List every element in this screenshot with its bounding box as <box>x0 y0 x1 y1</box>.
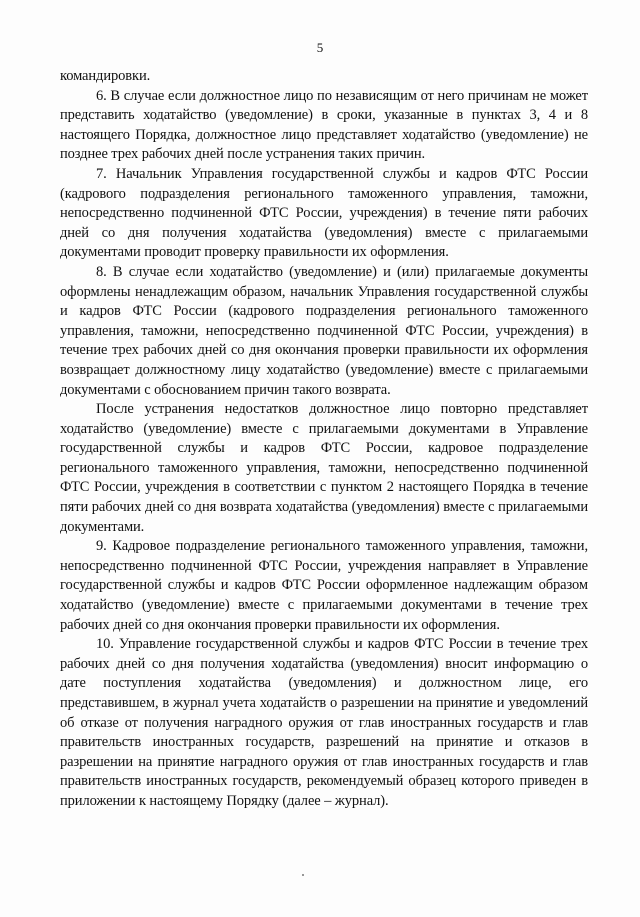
document-body <box>60 67 588 812</box>
paragraph-item-10: 10. Управление государственной службы и кадров ФТС России в течение трех рабочих дней со дня получения ходатайства (уведомления) вносит информацию о дате поступления ходатайства (уведомления) и должностном лице, его представившем, в журнал учета ходатайств о разрешении на принятие и уведомлений об отказе от получения наградного оружия от глав иностранных государств и глав правительств иностранных государств, разрешений на принятие и отказов в разрешении на принятие наградного оружия от глав иностранных государств и глав правительств иностранных государств, рекомендуемый образец которого приведен в приложении к настоящему Порядку (далее – журнал). <box>60 636 588 809</box>
paragraph-item-7: 7. Начальник Управления государственной службы и кадров ФТС России (кадрового подразделения регионального таможенного управления, таможни, непосредственно подчиненной ФТС России, учреждения) в течение пяти рабочих дней со дня получения ходатайства (уведомления) вместе с прилагаемыми документами проводит проверку правильности их оформления. <box>60 165 588 261</box>
scan-artifact-dot <box>302 874 304 876</box>
paragraph-item-8-continued: После устранения недостатков должностное лицо повторно представляет ходатайство (уведомление) вместе с прилагаемыми документами в Управление государственной службы и кадров ФТС России, кадровое подразделение регионального таможенного управления, таможни, непосредственно подчиненной ФТС России, учреждения в соответствии с пунктом 2 настоящего Порядка в течение пяти рабочих дней со дня возврата ходатайства (уведомления) вместе с прилагаемыми документами. <box>60 401 588 535</box>
paragraph-item-8: 8. В случае если ходатайство (уведомление) и (или) прилагаемые документы оформлены ненадлежащим образом, начальник Управления государственной службы и кадров ФТС России (кадрового подразделения регионального таможенного управления, таможни, непосредственно подчиненной ФТС России, учреждения) в течение трех рабочих дней со дня окончания проверки правильности их оформления возвращает должностному лицу ходатайство (уведомление) вместе с прилагаемыми документами с обоснованием причин такого возврата. <box>60 263 588 398</box>
paragraph-continuation: командировки. <box>60 68 151 84</box>
paragraph-item-6: 6. В случае если должностное лицо по независящим от него причинам не может представить ходатайство (уведомление) в сроки, указанные в пунктах 3, 4 и 8 настоящего Порядка, должностное лицо представляет ходатайство (уведомление) не позднее трех рабочих дней после устранения таких причин. <box>60 87 588 163</box>
page-number: 5 <box>316 40 324 55</box>
paragraph-item-9: 9. Кадровое подразделение регионального таможенного управления, таможни, непосредственно подчиненной ФТС России, учреждения направляет в Управление государственной службы и кадров ФТС России оформленное надлежащим образом ходатайство (уведомление) вместе с прилагаемыми документами в течение трех рабочих дней со дня окончания проверки правильности их оформления. <box>60 538 588 633</box>
